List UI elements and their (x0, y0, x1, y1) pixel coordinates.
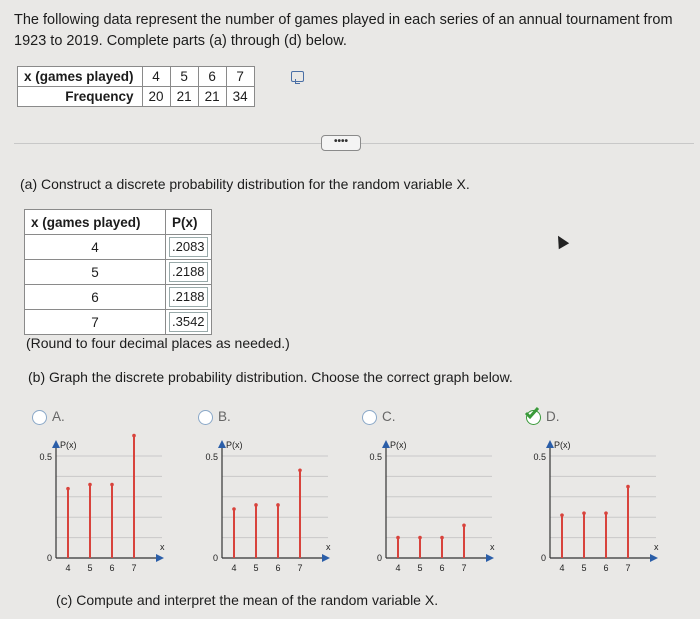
x-axis-label: x (160, 542, 165, 552)
bar-point (396, 536, 400, 540)
bar-point (560, 513, 564, 517)
x-tick-label: 6 (439, 563, 445, 573)
x-cell: 4 (25, 235, 166, 260)
y-tick-label: 0 (212, 553, 218, 563)
frequency-cell: 20 (142, 87, 170, 107)
x-cell: 7 (226, 67, 254, 87)
option-graph (518, 430, 668, 580)
x-axis-arrow (650, 554, 658, 562)
y-axis-arrow (52, 440, 60, 448)
p-answer-input[interactable]: .2188 (169, 262, 208, 282)
bar-point (232, 507, 236, 511)
x-cell: 4 (142, 67, 170, 87)
x-axis-arrow (486, 554, 494, 562)
x-tick-label: 4 (65, 563, 71, 573)
x-cell: 6 (198, 67, 226, 87)
option-graph (24, 430, 174, 580)
table-row (25, 210, 212, 235)
bar-point (418, 536, 422, 540)
x-tick-label: 5 (87, 563, 93, 573)
x-tick-label: 5 (253, 563, 259, 573)
bar-point (462, 524, 466, 528)
x-cell: 7 (25, 310, 166, 335)
bar-point (276, 503, 280, 507)
x-axis-arrow (156, 554, 164, 562)
p-answer-cell[interactable] (166, 285, 212, 310)
table-row (25, 260, 212, 285)
y-axis-arrow (382, 440, 390, 448)
more-button[interactable]: •••• (321, 135, 361, 151)
bar-point (582, 511, 586, 515)
p-answer-input[interactable]: .3542 (169, 312, 208, 332)
x-tick-label: 7 (461, 563, 467, 573)
x-tick-label: 4 (231, 563, 237, 573)
p-answer-cell[interactable] (166, 260, 212, 285)
x-tick-label: 6 (109, 563, 115, 573)
y-axis-arrow (218, 440, 226, 448)
table-row (18, 67, 255, 87)
y-tick-label: 0.5 (369, 452, 382, 462)
y-axis-label: P(x) (226, 440, 243, 450)
bar-point (440, 536, 444, 540)
option-label: B. (218, 409, 231, 424)
option-label: C. (382, 409, 396, 424)
checkmark-icon (524, 406, 540, 420)
x-tick-label: 6 (275, 563, 281, 573)
option-graph (354, 430, 504, 580)
x-tick-label: 7 (625, 563, 631, 573)
problem-intro: The following data represent the number of games played in each series of an annual tournament from 1923 to 2019. Complete parts (a) through (d) below. (14, 12, 673, 49)
frequency-table (17, 66, 255, 107)
x-cell: 5 (25, 260, 166, 285)
bar-point (66, 487, 70, 491)
option-graph (190, 430, 340, 580)
y-axis-label: P(x) (554, 440, 571, 450)
y-tick-label: 0.5 (39, 452, 52, 462)
bar-point (298, 468, 302, 472)
frequency-cell: 21 (198, 87, 226, 107)
x-axis-label: x (490, 542, 495, 552)
bar-point (254, 503, 258, 507)
x-cell: 5 (170, 67, 198, 87)
copy-data-icon[interactable] (291, 71, 304, 82)
y-tick-label: 0 (46, 553, 52, 563)
frequency-cell: 34 (226, 87, 254, 107)
y-axis-arrow (546, 440, 554, 448)
y-tick-label: 0 (540, 553, 546, 563)
option-label: A. (52, 409, 65, 424)
y-tick-label: 0 (376, 553, 382, 563)
bar-point (110, 483, 114, 487)
y-tick-label: 0.5 (533, 452, 546, 462)
x-tick-label: 4 (395, 563, 401, 573)
frequency-cell: 21 (170, 87, 198, 107)
option-label: D. (546, 409, 560, 424)
bar-point (604, 511, 608, 515)
x-axis-label: x (326, 542, 331, 552)
p-header: P(x) (166, 210, 212, 235)
x-cell: 6 (25, 285, 166, 310)
part-b-prompt: (b) Graph the discrete probability distribution. Choose the correct graph below. (28, 369, 513, 385)
round-note: (Round to four decimal places as needed.) (26, 335, 290, 351)
bar-point (88, 483, 92, 487)
part-a-prompt: (a) Construct a discrete probability distribution for the random variable X. (20, 176, 470, 192)
p-answer-cell[interactable] (166, 235, 212, 260)
option-radio[interactable] (362, 410, 377, 425)
y-axis-label: P(x) (60, 440, 77, 450)
table-row (25, 310, 212, 335)
table-row (25, 285, 212, 310)
probability-table (24, 209, 212, 335)
frequency-header: Frequency (18, 87, 143, 107)
y-tick-label: 0.5 (205, 452, 218, 462)
table-row (18, 87, 255, 107)
option-radio[interactable] (32, 410, 47, 425)
p-answer-cell[interactable] (166, 310, 212, 335)
x-header: x (games played) (25, 210, 166, 235)
x-tick-label: 4 (559, 563, 565, 573)
x-axis-arrow (322, 554, 330, 562)
p-answer-input[interactable]: .2188 (169, 287, 208, 307)
option-radio[interactable] (198, 410, 213, 425)
x-header: x (games played) (18, 67, 143, 87)
x-tick-label: 6 (603, 563, 609, 573)
x-tick-label: 7 (131, 563, 137, 573)
x-tick-label: 7 (297, 563, 303, 573)
table-row (25, 235, 212, 260)
y-axis-label: P(x) (390, 440, 407, 450)
x-tick-label: 5 (581, 563, 587, 573)
mouse-cursor-icon (553, 233, 569, 249)
p-answer-input[interactable]: .2083 (169, 237, 208, 257)
x-axis-label: x (654, 542, 659, 552)
part-c-prompt: (c) Compute and interpret the mean of the random variable X. (56, 592, 439, 608)
bar-point (626, 485, 630, 489)
x-tick-label: 5 (417, 563, 423, 573)
bar-point (132, 434, 136, 438)
